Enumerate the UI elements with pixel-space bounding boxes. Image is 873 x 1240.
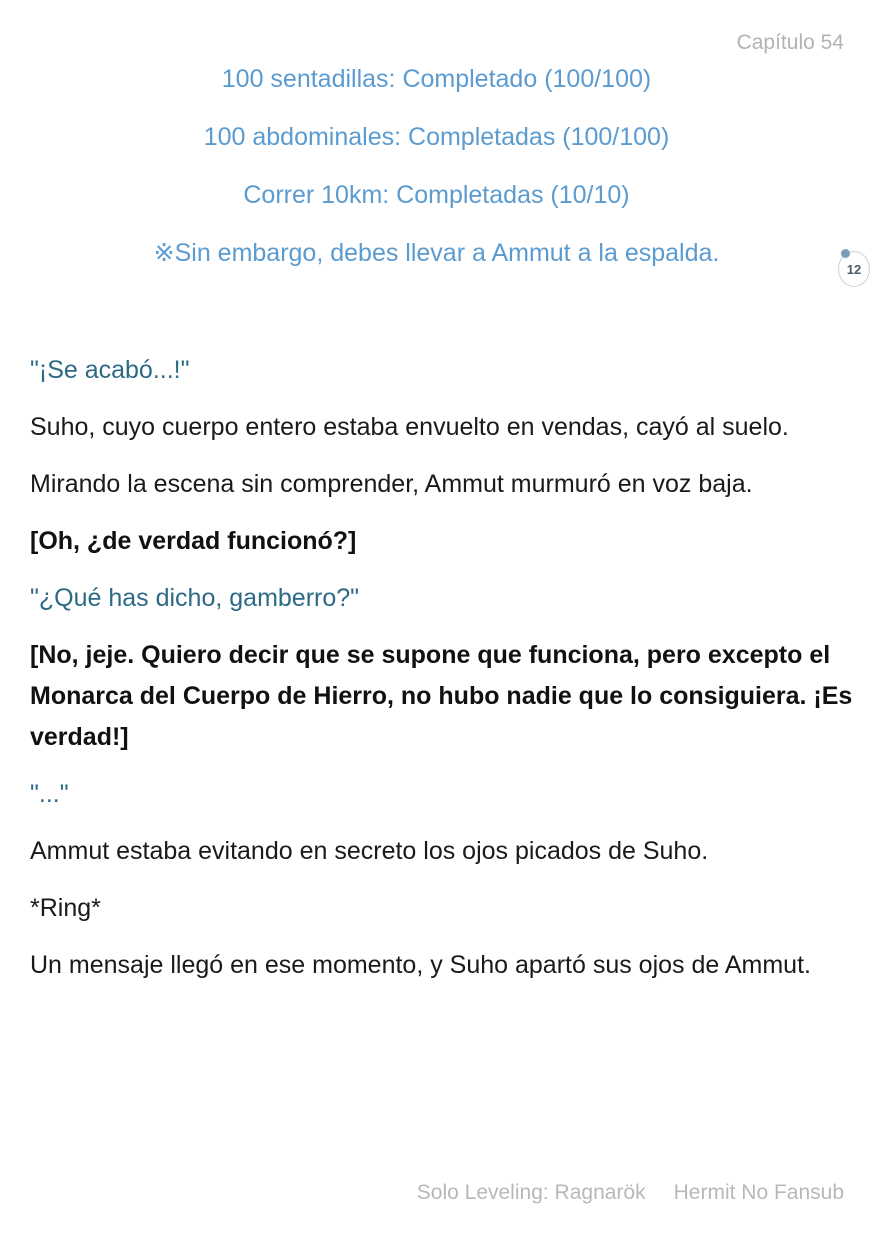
sound-effect: *Ring* — [30, 894, 101, 922]
narration-paragraph: Mirando la escena sin comprender, Ammut murmuró en voz baja. — [30, 470, 753, 498]
system-line-situps: 100 abdominales: Completadas (100/100) — [203, 123, 670, 151]
narration-paragraph: Suho, cuyo cuerpo entero estaba envuelto en vendas, cayó al suelo. — [30, 413, 789, 441]
telepathy-line: [Oh, ¿de verdad funcionó?] — [30, 527, 357, 555]
translator-credit: Hermit No Fansub — [673, 1181, 844, 1204]
system-line-run: Correr 10km: Completadas (10/10) — [243, 181, 630, 209]
narration-paragraph: Un mensaje llegó en ese momento, y Suho apartó sus ojos de Ammut. — [30, 951, 811, 979]
story-text — [30, 350, 855, 1002]
page-number-badge[interactable]: 12 — [838, 251, 870, 287]
telepathy-line: [No, jeje. Quiero decir que se supone que funciona, pero excepto el Monarca del Cuerpo de Hierro, no hubo nadie que lo consiguiera. ¡Es verdad!] — [30, 641, 853, 751]
footer — [417, 1181, 844, 1205]
system-line-squats: 100 sentadillas: Completado (100/100) — [221, 65, 652, 93]
chapter-label: Capítulo 54 — [736, 31, 844, 54]
system-line-note: ※Sin embargo, debes llevar a Ammut a la espalda. — [153, 239, 720, 267]
book-title: Solo Leveling: Ragnarök — [416, 1181, 646, 1204]
narration-paragraph: Ammut estaba evitando en secreto los ojos picados de Suho. — [30, 837, 709, 865]
page-indicator-dot — [841, 249, 850, 258]
dialog-line: "..." — [30, 780, 69, 808]
system-message — [0, 58, 873, 290]
dialog-line: "¿Qué has dicho, gamberro?" — [30, 584, 360, 612]
dialog-line: "¡Se acabó...!" — [30, 356, 190, 384]
